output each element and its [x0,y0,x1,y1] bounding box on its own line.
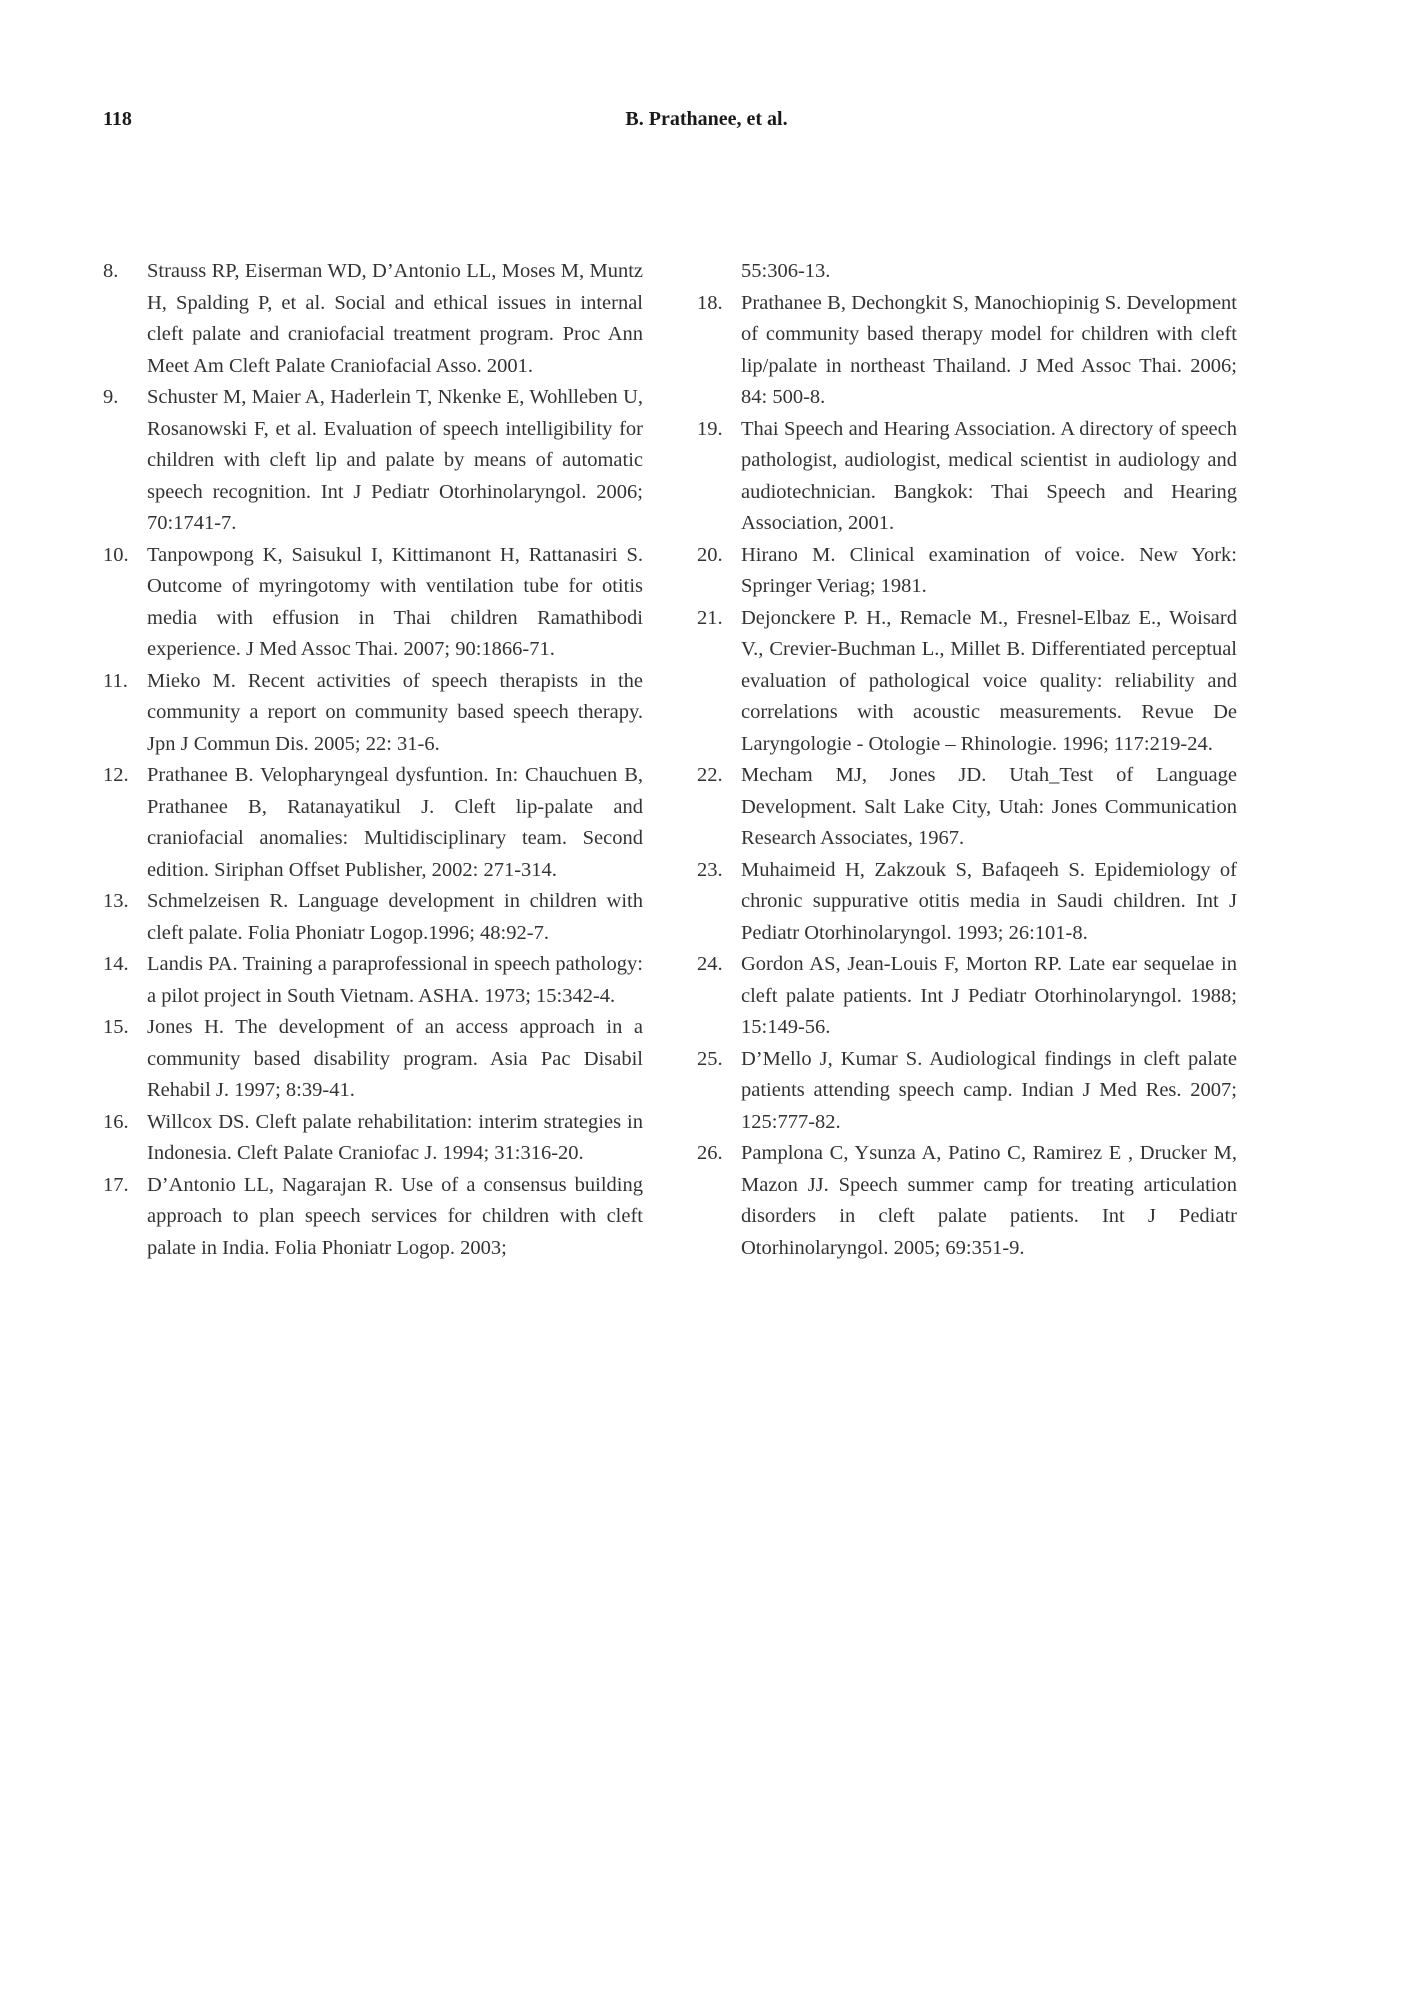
reference-item [103,256,643,382]
reference-item [697,288,1237,414]
reference-number: 17. [103,1173,129,1196]
reference-item [697,414,1237,540]
reference-number: 22. [697,764,723,786]
reference-text: Jones H. The development of an access approach in a community based disability program. Asia Pac Disabil Rehabil J. 1997; 8:39-41. [147,1016,643,1101]
reference-item [697,949,1237,1044]
references-right-column [697,256,1237,1264]
reference-item [103,382,643,540]
reference-number: 11. [103,669,128,692]
reference-number: 19. [697,417,723,440]
reference-text: Landis PA. Training a paraprofessional in speech pathology: a pilot project in South Vietnam. ASHA. 1973; 15:342-4. [147,953,643,1007]
reference-number: 24. [697,953,723,975]
reference-number: 12. [103,764,129,786]
reference-number: 21. [697,606,723,629]
reference-number: 8. [103,260,119,282]
reference-number: 25. [697,1047,723,1070]
reference-number: 13. [103,890,129,912]
page-number: 118 [103,108,132,130]
reference-text: Dejonckere P. H., Remacle M., Fresnel-Elbaz E., Woisard V., Crevier-Buchman L., Millet B. Differentiated perceptual evaluation of pathological voice quality: reliability and correlations with acoustic measurements. Revue De Laryngologie - Otologie – Rhinologie. 1996; 117:219-24. [741,606,1237,755]
running-head: B. Prathanee, et al. [625,108,788,130]
reference-item [697,1044,1237,1139]
reference-number: 23. [697,858,723,881]
references-left-column [103,256,643,1264]
reference-text: Prathanee B, Dechongkit S, Manochiopinig S. Development of community based therapy model for children with cleft lip/palate in northeast Thailand. J Med Assoc Thai. 2006; 84: 500-8. [741,291,1237,408]
reference-number: 15. [103,1016,129,1038]
reference-item [103,886,643,949]
reference-text: D’Antonio LL, Nagarajan R. Use of a consensus building approach to plan speech services for children with cleft palate in India. Folia Phoniatr Logop. 2003; [147,1173,643,1259]
reference-text: Schmelzeisen R. Language development in children with cleft palate. Folia Phoniatr Logop.1996; 48:92-7. [147,890,643,944]
reference-number: 9. [103,386,119,408]
reference-item [103,1012,643,1107]
reference-item [697,1138,1237,1264]
reference-text: Mieko M. Recent activities of speech therapists in the community a report on community based speech therapy. Jpn J Commun Dis. 2005; 22: 31-6. [147,669,643,755]
reference-number: 14. [103,953,129,975]
reference-text: Gordon AS, Jean-Louis F, Morton RP. Late ear sequelae in cleft palate patients. Int J Pediatr Otorhinolaryngol. 1988; 15:149-56. [741,953,1237,1038]
reference-number: 18. [697,291,723,314]
reference-item [103,1107,643,1170]
reference-text: Willcox DS. Cleft palate rehabilitation: interim strategies in Indonesia. Cleft Palate Craniofac J. 1994; 31:316-20. [147,1110,643,1164]
reference-item [697,603,1237,761]
reference-text: Schuster M, Maier A, Haderlein T, Nkenke E, Wohlleben U, Rosanowski F, et al. Evaluation of speech intelligibility for children with cleft lip and palate by means of automatic speech recognition. Int J Pediatr Otorhinolaryngol. 2006; 70:1741-7. [147,386,643,534]
reference-item [697,760,1237,855]
reference-text: Strauss RP, Eiserman WD, D’Antonio LL, Moses M, Muntz H, Spalding P, et al. Social and ethical issues in internal cleft palate and craniofacial treatment program. Proc Ann Meet Am Cleft Palate Craniofacial Asso. 2001. [147,260,643,377]
reference-text: Mecham MJ, Jones JD. Utah_Test of Language Development. Salt Lake City, Utah: Jones Communication Research Associates, 1967. [741,764,1237,849]
reference-item [103,1170,643,1265]
reference-item [103,760,643,886]
reference-item [103,540,643,666]
reference-number: 20. [697,543,723,566]
reference-text: D’Mello J, Kumar S. Audiological findings in cleft palate patients attending speech camp. Indian J Med Res. 2007; 125:777-82. [741,1047,1237,1133]
reference-number: 16. [103,1110,129,1133]
reference-number: 26. [697,1142,723,1164]
reference-text: Tanpowpong K, Saisukul I, Kittimanont H, Rattanasiri S. Outcome of myringotomy with ventilation tube for otitis media with effusion in Thai children Ramathibodi experience. J Med Assoc Thai. 2007; 90:1866-71. [147,543,643,660]
reference-text: Thai Speech and Hearing Association. A directory of speech pathologist, audiologist, medical scientist in audiology and audiotechnician. Bangkok: Thai Speech and Hearing Association, 2001. [741,417,1237,534]
reference-item [103,666,643,761]
reference-item [697,855,1237,950]
reference-continuation: 55:306-13. [741,260,831,282]
reference-text: Hirano M. Clinical examination of voice. New York: Springer Veriag; 1981. [741,543,1237,597]
reference-text: Prathanee B. Velopharyngeal dysfuntion. In: Chauchuen B, Prathanee B, Ratanayatikul J. Cleft lip-palate and craniofacial anomalies: Multidisciplinary team. Second edition. Siriphan Offset Publisher, 2002: 271-314. [147,764,643,881]
reference-text: Muhaimeid H, Zakzouk S, Bafaqeeh S. Epidemiology of chronic suppurative otitis media in Saudi children. Int J Pediatr Otorhinolaryngol. 1993; 26:101-8. [741,858,1237,944]
reference-number: 10. [103,543,129,566]
reference-item [697,540,1237,603]
reference-text: Pamplona C, Ysunza A, Patino C, Ramirez E , Drucker M, Mazon JJ. Speech summer camp for treating articulation disorders in cleft palate patients. Int J Pediatr Otorhinolaryngol. 2005; 69:351-9. [741,1142,1237,1259]
reference-item [103,949,643,1012]
